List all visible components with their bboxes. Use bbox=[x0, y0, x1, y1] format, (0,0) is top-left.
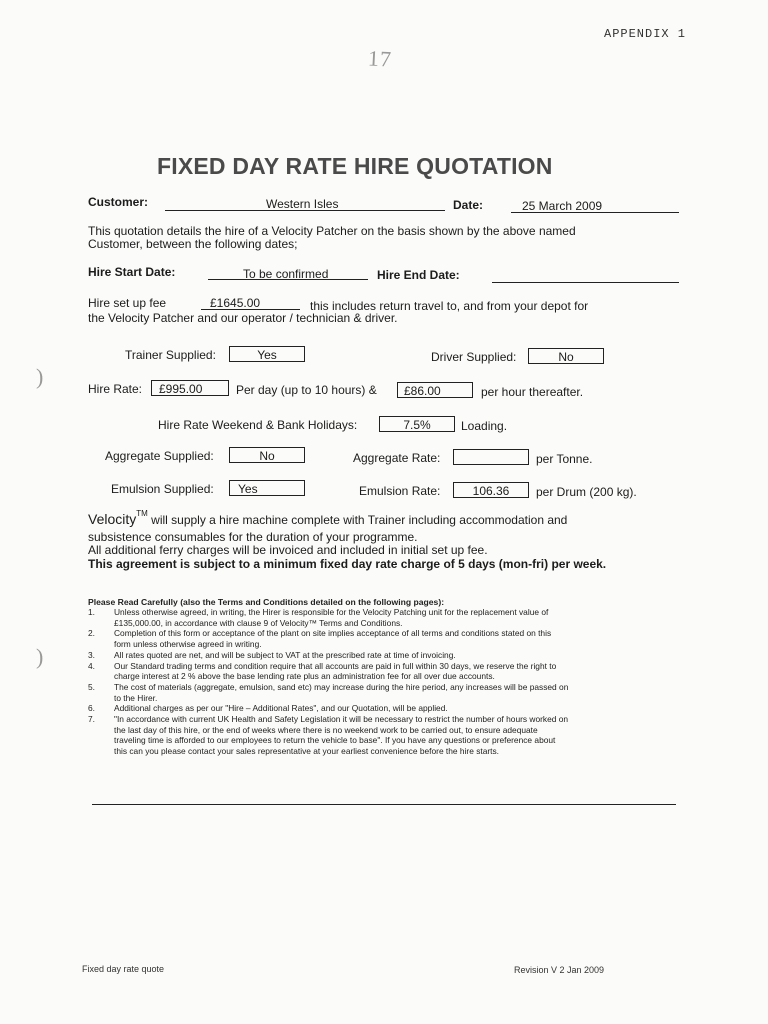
weekend-rate-suffix: Loading. bbox=[461, 419, 508, 433]
intro-line-2: Customer, between the following dates; bbox=[88, 237, 298, 251]
terms-row: 7. "In accordance with current UK Health and Safety Legislation it will be necessary to restrict the number of hours worked on bbox=[88, 714, 569, 724]
hole-punch-mark-top: ) bbox=[36, 364, 44, 389]
emulsion-rate-suffix: per Drum (200 kg). bbox=[536, 485, 637, 499]
footer-right: Revision V 2 Jan 2009 bbox=[514, 965, 605, 975]
velocity-line-3: All additional ferry charges will be invoiced and included in initial set up fee. bbox=[88, 543, 488, 557]
terms-row: 4. Our Standard trading terms and condition require that all accounts are paid in full within 30 days, we reserve the right to bbox=[88, 660, 557, 671]
velocity-brand: Velocity bbox=[88, 511, 137, 527]
emulsion-supplied-value: Yes bbox=[238, 482, 258, 496]
hire-end-label: Hire End Date: bbox=[377, 268, 460, 282]
customer-value: Western Isles bbox=[266, 197, 339, 211]
trainer-supplied-box bbox=[229, 346, 305, 362]
date-label: Date: bbox=[453, 198, 484, 212]
velocity-line-1-text: will supply a hire machine complete with Trainer including accommodation and bbox=[147, 513, 568, 527]
hire-start-value: To be confirmed bbox=[243, 267, 329, 281]
bottom-separator bbox=[92, 804, 676, 805]
terms-row: the last day of this hire, or the end of weeks where there is no weekend work to be carried out, to ensure adequate bbox=[114, 724, 538, 735]
emulsion-rate-label: Emulsion Rate: bbox=[359, 484, 441, 498]
velocity-line-2: subsistence consumables for the duration of your programme. bbox=[88, 530, 418, 544]
terms-list bbox=[88, 607, 678, 767]
emulsion-supplied-box bbox=[229, 480, 305, 496]
weekend-rate-box bbox=[379, 416, 455, 432]
trainer-supplied-value: Yes bbox=[257, 348, 277, 362]
terms-row: 5. The cost of materials (aggregate, emulsion, sand etc) may increase during the hire period, any increases will be passed on bbox=[88, 681, 569, 692]
emulsion-rate-value: 106.36 bbox=[472, 484, 510, 498]
emulsion-supplied-label: Emulsion Supplied: bbox=[111, 482, 214, 496]
hire-rate-day-text: Per day (up to 10 hours) & bbox=[236, 383, 377, 397]
hole-punch-mark-bottom: ) bbox=[36, 644, 44, 669]
aggregate-rate-box bbox=[453, 449, 529, 465]
emulsion-rate-box bbox=[453, 482, 529, 498]
terms-row: £135,000.00, in accordance with clause 9 of Velocity™ Terms and Conditions. bbox=[114, 617, 403, 628]
aggregate-supplied-label: Aggregate Supplied: bbox=[105, 449, 214, 463]
hire-start-label: Hire Start Date: bbox=[88, 265, 176, 279]
trainer-supplied-label: Trainer Supplied: bbox=[125, 348, 216, 362]
hire-rate-label: Hire Rate: bbox=[88, 382, 143, 396]
weekend-rate-value: 7.5% bbox=[403, 418, 431, 432]
appendix-label: APPENDIX 1 bbox=[604, 27, 687, 41]
terms-row: this can you please contact your sales representative at your earliest convenience before the hire starts. bbox=[114, 746, 499, 757]
hire-end-underline bbox=[492, 282, 679, 283]
footer-left: Fixed day rate quote bbox=[82, 964, 165, 974]
driver-supplied-label: Driver Supplied: bbox=[431, 350, 517, 364]
terms-row: 3. All rates quoted are net, and will be subject to VAT at the prescribed rate at time of invoicing. bbox=[88, 649, 456, 660]
setup-fee-text-2: the Velocity Patcher and our operator / technician & driver. bbox=[88, 311, 398, 325]
velocity-trademark: TM bbox=[136, 509, 148, 518]
aggregate-rate-label: Aggregate Rate: bbox=[353, 451, 441, 465]
terms-row: to the Hirer. bbox=[114, 692, 158, 703]
terms-row: 1. Unless otherwise agreed, in writing, the Hirer is responsible for the Velocity Patching unit for the replacement value of bbox=[88, 607, 549, 617]
hire-rate-hour-box bbox=[397, 382, 473, 398]
page-number-mark: 17 bbox=[367, 45, 393, 72]
aggregate-rate-suffix: per Tonne. bbox=[536, 452, 593, 466]
terms-row: traveling time is afforded to our employees to return the vehicle to base". If you have any questions or preference about bbox=[114, 735, 556, 746]
terms-row: form unless otherwise agreed in writing. bbox=[114, 639, 262, 650]
hire-rate-hour-text: per hour thereafter. bbox=[481, 385, 584, 399]
weekend-rate-label: Hire Rate Weekend & Bank Holidays: bbox=[158, 418, 358, 432]
setup-fee-text-1: this includes return travel to, and from your depot for bbox=[310, 299, 589, 313]
terms-row: charge interest at 2 % above the base lending rate plus an administration fee for all over due accounts. bbox=[114, 671, 495, 682]
terms-row: 2. Completion of this form or acceptance of the plant on site implies acceptance of all terms and conditions stated on this bbox=[88, 628, 552, 639]
document-title: FIXED DAY RATE HIRE QUOTATION bbox=[157, 153, 553, 179]
intro-line-1: This quotation details the hire of a Velocity Patcher on the basis shown by the above named bbox=[88, 224, 576, 238]
hire-rate-hour-value: £86.00 bbox=[404, 384, 441, 398]
aggregate-supplied-box bbox=[229, 447, 305, 463]
aggregate-supplied-value: No bbox=[259, 449, 275, 463]
date-value: 25 March 2009 bbox=[522, 199, 603, 213]
driver-supplied-box bbox=[528, 348, 604, 364]
terms-row: 6. Additional charges as per our "Hire – Additional Rates", and our Quotation, will be applied. bbox=[88, 703, 448, 714]
customer-label: Customer: bbox=[88, 195, 149, 209]
terms-heading: Please Read Carefully (also the Terms and Conditions detailed on the following pages): bbox=[88, 597, 445, 607]
setup-fee-label: Hire set up fee bbox=[88, 296, 167, 310]
driver-supplied-value: No bbox=[558, 350, 574, 364]
velocity-line-4: This agreement is subject to a minimum fixed day rate charge of 5 days (mon-fri) per week. bbox=[88, 557, 607, 571]
setup-fee-value: £1645.00 bbox=[210, 296, 261, 310]
hire-rate-day-value: £995.00 bbox=[159, 382, 203, 396]
velocity-line-1 bbox=[88, 511, 567, 527]
hire-rate-day-box bbox=[151, 380, 229, 396]
